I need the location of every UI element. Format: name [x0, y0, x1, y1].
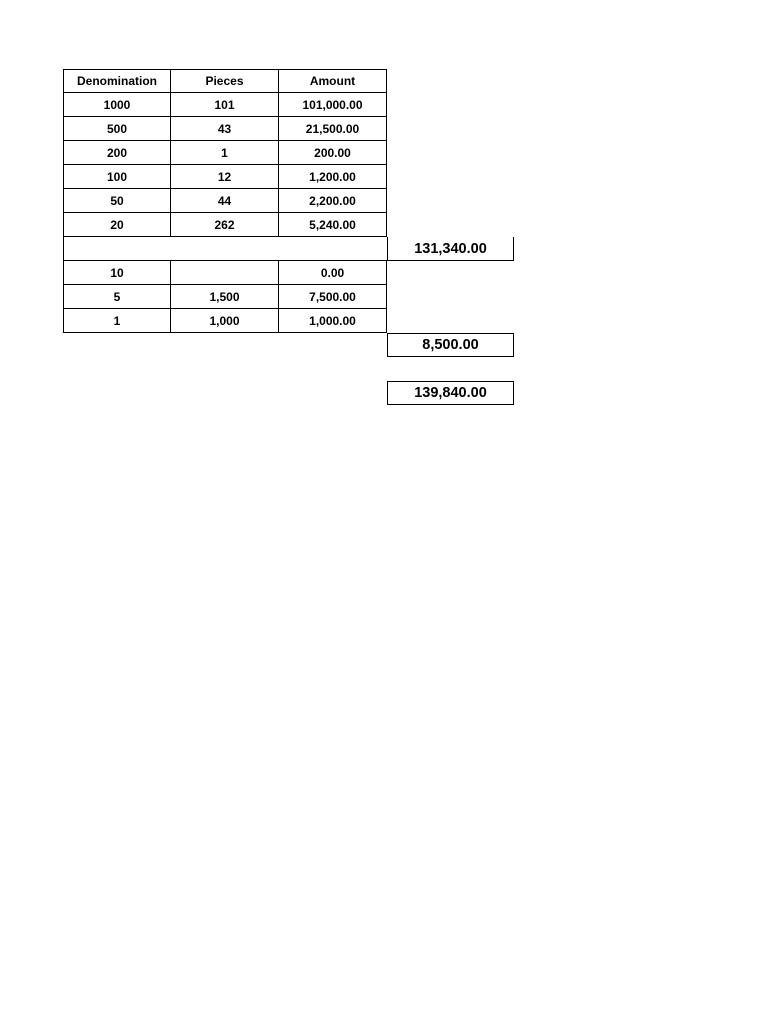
pieces-cell: 44: [171, 189, 279, 213]
amount-cell: 7,500.00: [279, 285, 387, 309]
pieces-cell: 12: [171, 165, 279, 189]
denomination-cell: 500: [63, 117, 171, 141]
amount-cell: 5,240.00: [279, 213, 387, 237]
subtotal-2: 8,500.00: [387, 333, 514, 357]
pieces-cell: 1: [171, 141, 279, 165]
denomination-cell: 200: [63, 141, 171, 165]
amount-cell: 1,000.00: [279, 309, 387, 333]
blank-spacer: [63, 333, 387, 357]
header-row: [63, 69, 514, 93]
amount-cell: 21,500.00: [279, 117, 387, 141]
blank-spacer: [63, 381, 387, 405]
amount-cell: 200.00: [279, 141, 387, 165]
blank-spacer: [63, 357, 387, 381]
pieces-cell: 43: [171, 117, 279, 141]
amount-cell: 101,000.00: [279, 93, 387, 117]
denomination-cell: 50: [63, 189, 171, 213]
denomination-cell: 1000: [63, 93, 171, 117]
pieces-cell: 262: [171, 213, 279, 237]
pieces-cell: 101: [171, 93, 279, 117]
table-row: [63, 261, 514, 285]
amount-cell: 2,200.00: [279, 189, 387, 213]
table-row: [63, 165, 514, 189]
table-row: [63, 93, 514, 117]
table-row: [63, 309, 514, 333]
header-denomination: Denomination: [63, 69, 171, 93]
table-row: [63, 141, 514, 165]
table-row: [63, 117, 514, 141]
header-pieces: Pieces: [171, 69, 279, 93]
denomination-cell: 1: [63, 309, 171, 333]
subtotal-1: 131,340.00: [387, 237, 514, 261]
pieces-cell: 1,500: [171, 285, 279, 309]
denomination-cell: 10: [63, 261, 171, 285]
amount-cell: 0.00: [279, 261, 387, 285]
header-amount: Amount: [279, 69, 387, 93]
amount-cell: 1,200.00: [279, 165, 387, 189]
grand-total: 139,840.00: [387, 381, 514, 405]
denomination-cell: 20: [63, 213, 171, 237]
spacer-row: [63, 357, 514, 381]
table-row: [63, 213, 514, 237]
denomination-cell: 100: [63, 165, 171, 189]
denomination-sheet: [63, 69, 514, 405]
blank-merged-cell: [63, 237, 387, 261]
table-row: [63, 189, 514, 213]
table-row: [63, 285, 514, 309]
pieces-cell: 1,000: [171, 309, 279, 333]
pieces-cell: [171, 261, 279, 285]
subtotal-row-2: [63, 333, 514, 357]
denomination-cell: 5: [63, 285, 171, 309]
grand-total-row: [63, 381, 514, 405]
subtotal-row-1: [63, 237, 514, 261]
